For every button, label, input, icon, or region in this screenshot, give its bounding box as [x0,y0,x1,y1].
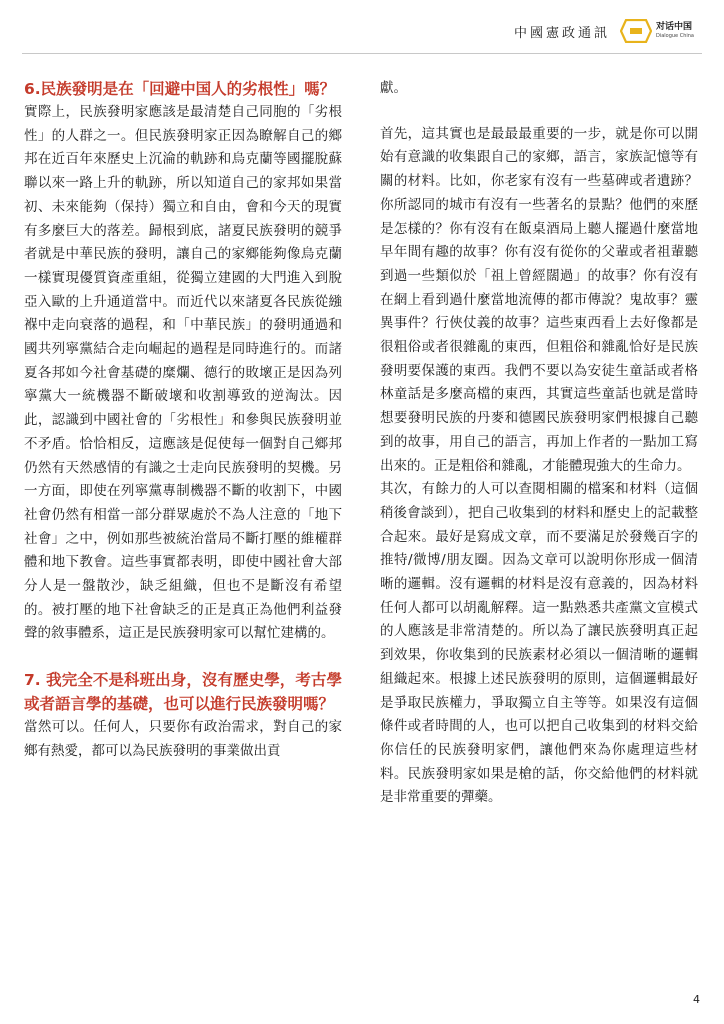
right-column [380,77,698,810]
section-7-heading: 7. 我完全不是科班出身，沒有歷史學，考古學或者語言學的基礎，也可以進行民族發明嗎？ [24,671,342,714]
section-7-paragraph-start: 當然可以。任何人，只要你有政治需求，對自己的家鄉有熱愛，都可以為民族發明的事業做出貢 [24,719,342,759]
logo-chinese-name: 对话中国 [655,22,692,32]
section-7-paragraph-end: 獻。 [380,80,407,96]
page-number: 4 [693,993,700,1006]
second-step-paragraph: 其次，有餘力的人可以查閱相關的檔案和材料（這個稍後會談到），把自己收集到的材料和歷史上的記載整合起來。最好是寫成文章，而不要滿足於發幾百字的推特/微博/朋友圈。因為文章可以說明你形成一個清晰的邏輯。沒有邏輯的材料是沒有意義的，因為材料任何人都可以胡亂解釋。這一點熟悉共產黨文宣模式的人應該是非常清楚的。所以為了讓民族發明真正起到效果，你收集到的民族素材必須以一個清晰的邏輯組織起來。根據上述民族發明的原則，這個邏輯最好是爭取民族權力，爭取獨立自主等等。如果沒有這個條件或者時間的人，也可以把自己收集到的材料交給你信任的民族發明家們，讓他們來為你處理這些材料。民族發明家如果是槍的話，你交給他們的材料就是非常重要的彈藥。 [380,481,698,806]
logo-emblem-icon [620,19,652,43]
first-step-paragraph: 首先，這其實也是最最最重要的一步，就是你可以開始有意識的收集跟自己的家鄉，語言，家族記憶等有關的材料。比如，你老家有沒有一些墓碑或者遺跡？你所認同的城市有沒有一些著名的景點？他們的來歷是怎樣的？你有沒有在飯桌酒局上聽人擺過什麼當地早年間有趣的故事？你有沒有從你的父輩或者祖輩聽到過一些類似於「祖上曾經闊過」的故事？你有沒有在網上看到過什麼當地流傳的都市傳說？鬼故事？靈異事件？行俠仗義的故事？這些東西看上去好像都是很粗俗或者很雜亂的東西，但粗俗和雜亂恰好是民族發明要保護的東西。我們不要以為安徒生童話或者格林童話是多麼高檔的東西，其實這些童話也就是當時想要發明民族的丹麥和德國民族發明家們根據自己聽到的故事，用自己的語言，再加上作者的一點加工寫出來的。正是粗俗和雜亂，才能體現強大的生命力。 [380,125,698,474]
section-6-heading: 6.民族發明是在「回避中国人的劣根性」嗎？ [24,80,336,98]
logo-english-name: Dialogue China [655,33,694,39]
dialogue-china-logo [620,19,694,43]
left-column [24,77,342,764]
section-6-paragraph: 實際上，民族發明家應該是最清楚自己同胞的「劣根性」的人群之一。但民族發明家正因為瞭解自己的鄉邦在近百年來歷史上沉淪的軌跡和烏克蘭等國擺脫蘇聯以來一路上升的軌跡，所以知道自己的家邦如果當初、未來能夠（保持）獨立和自由，會和今天的現實有多麼巨大的落差。歸根到底，諸夏民族發明的競爭者就是中華民族的發明，讓自己的家鄉能夠像烏克蘭一樣實現優質資產重組，從獨立建國的大門進入到脫亞入歐的上升通道當中。而近代以來諸夏各民族從繈褓中走向衰落的過程，和「中華民族」的發明通過和國共列寧黨結合走向崛起的過程是同時進行的。而諸夏各邦如今社會基礎的糜爛、德行的敗壞正是因為列寧黨大一統機器不斷破壞和收割導致的逆淘汰。因此，認識到中國社會的「劣根性」和參與民族發明並不矛盾。恰恰相反，這應該是促使每一個對自己鄉邦仍然有天然感情的有識之士走向民族發明的契機。另一方面，即使在列寧黨專制機器不斷的收割下，中國社會仍然有相當一部分群眾處於不為人注意的「地下社會」之中，例如那些被統治當局不斷打壓的維權群體和地下教會。這些事實都表明，即使中國社會大部分人是一盤散沙，缺乏組織，但也不是斷沒有希望的。被打壓的地下社會缺乏的正是真正為他們利益發聲的敘事體系，這正是民族發明家可以幫忙建構的。 [24,104,342,642]
masthead-title: 中國憲政通訊 [513,25,610,41]
page-header [514,14,694,48]
header-divider [22,53,702,54]
